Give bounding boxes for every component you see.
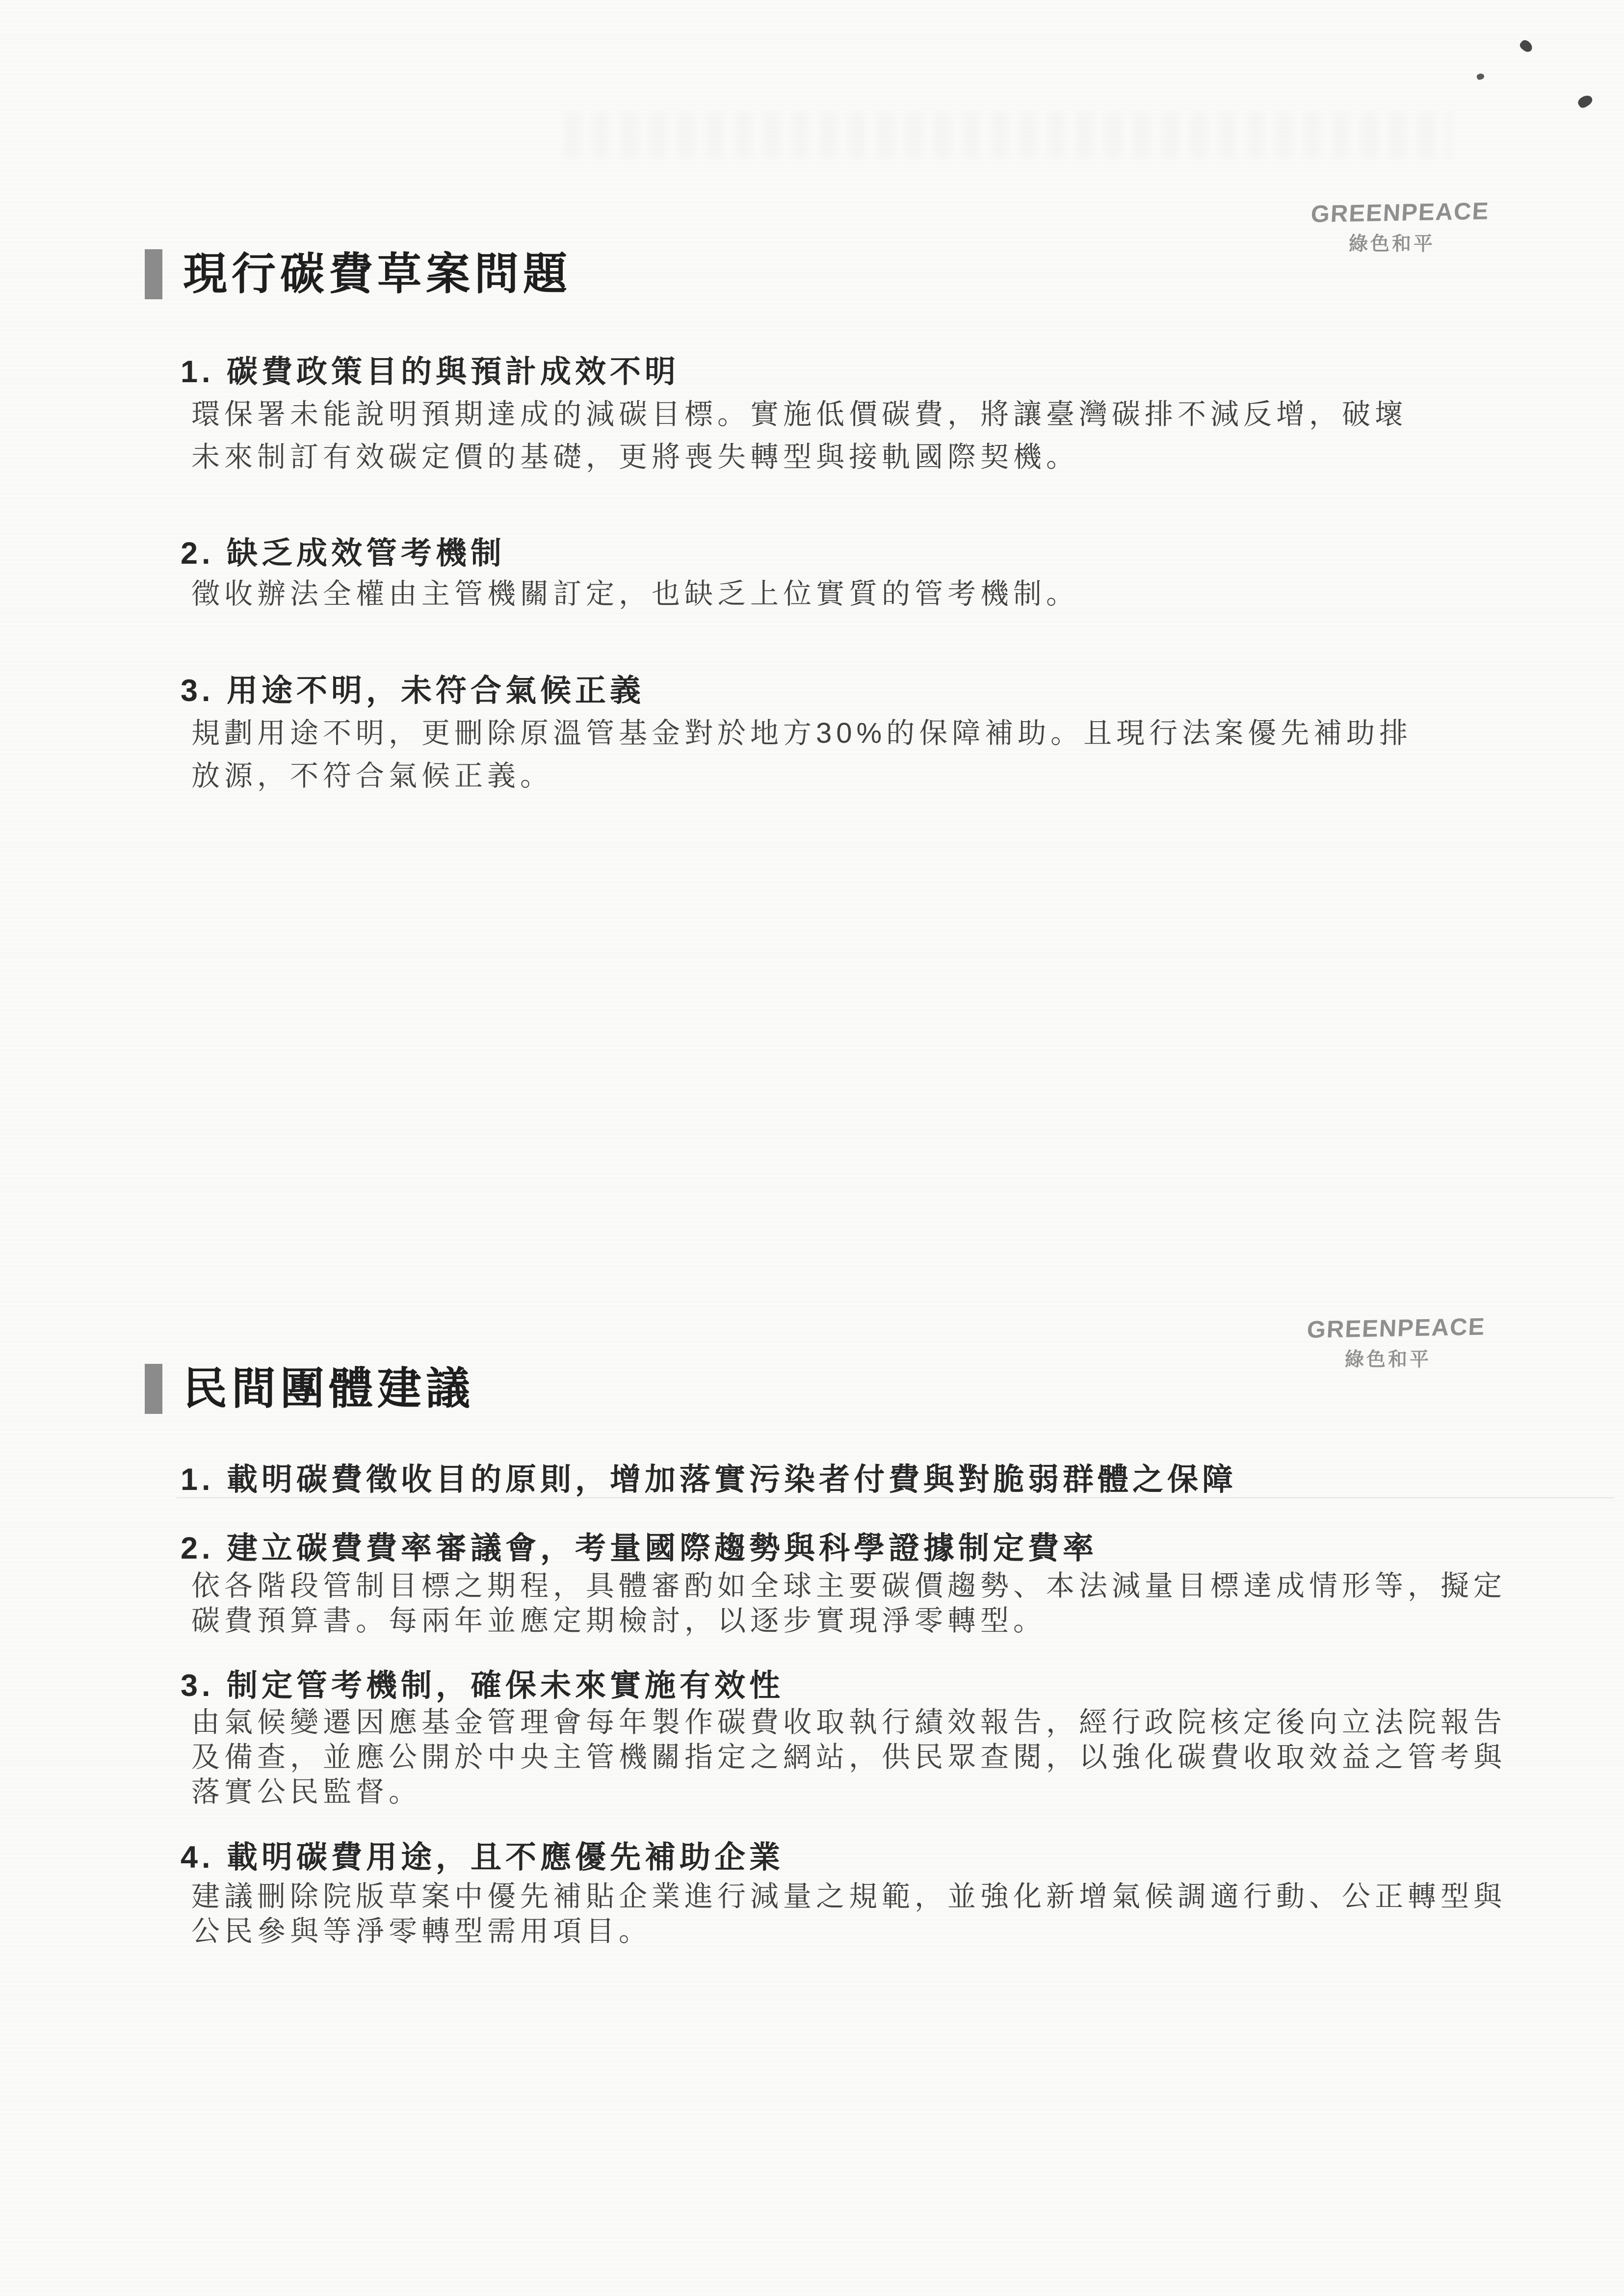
paragraph-line: 依各階段管制目標之期程，具體審酌如全球主要碳價趨勢、本法減量目標達成情形等，擬定 [191,1570,1507,1602]
scan-artifact-line [177,1497,1614,1498]
ink-speck [1519,38,1535,54]
paragraph-line: 放源，不符合氣候正義。 [191,760,553,792]
paragraph-line: 規劃用途不明，更刪除原溫管基金對於地方30%的保障補助。且現行法案優先補助排 [191,717,1413,749]
paragraph-line: 落實公民監督。 [191,1776,422,1808]
paragraph-line: 由氣候變遷因應基金管理會每年製作碳費收取執行績效報告，經行政院核定後向立法院報告 [191,1706,1507,1738]
section-title: 3. 制定管考機制，確保未來實施有效性 [181,1669,785,1703]
section-title: 2. 建立碳費費率審議會，考量國際趨勢與科學證據制定費率 [181,1531,1098,1565]
page1-heading-text: 現行碳費草案問題 [183,250,572,299]
bleedthrough-ghost-text [564,112,1452,158]
section-title: 1. 載明碳費徵收目的原則，增加落實污染者付費與對脆弱群體之保障 [181,1462,1237,1497]
page2-heading [145,1364,474,1414]
section-title: 1. 碳費政策目的與預計成效不明 [181,355,680,389]
paragraph-line: 及備查，並應公開於中央主管機關指定之網站，供民眾查閱，以強化碳費收取效益之管考與 [191,1741,1507,1773]
paragraph-line: 環保署未能說明預期達成的減碳目標。實施低價碳費，將讓臺灣碳排不減反增，破壞 [191,398,1408,430]
greenpeace-logo [1310,198,1490,256]
page2-heading-text: 民間團體建議 [183,1364,474,1413]
paragraph-line: 徵收辦法全權由主管機關訂定，也缺乏上位實質的管考機制。 [191,578,1079,610]
heading-accent-bar [145,249,162,299]
paragraph-line: 碳費預算書。每兩年並應定期檢討，以逐步實現淨零轉型。 [191,1605,1047,1637]
greenpeace-wordmark: GREENPEACE [1310,198,1490,228]
section-title: 3. 用途不明，未符合氣候正義 [181,674,645,708]
greenpeace-chinese-name: 綠色和平 [1344,1349,1431,1370]
ink-speck [1476,73,1485,80]
greenpeace-wordmark: GREENPEACE [1306,1313,1486,1343]
greenpeace-logo [1306,1313,1486,1372]
paragraph-line: 建議刪除院版草案中優先補貼企業進行減量之規範，並強化新增氣候調適行動、公正轉型與 [191,1880,1507,1912]
heading-accent-bar [145,1364,162,1414]
page1-heading [145,249,572,299]
paragraph-line: 公民參與等淨零轉型需用項目。 [191,1915,652,1947]
paragraph-line: 未來制訂有效碳定價的基礎，更將喪失轉型與接軌國際契機。 [191,441,1079,473]
greenpeace-chinese-name: 綠色和平 [1348,234,1435,255]
section-title: 4. 載明碳費用途，且不應優先補助企業 [181,1840,785,1875]
ink-speck [1576,93,1595,110]
section-title: 2. 缺乏成效管考機制 [181,536,506,571]
